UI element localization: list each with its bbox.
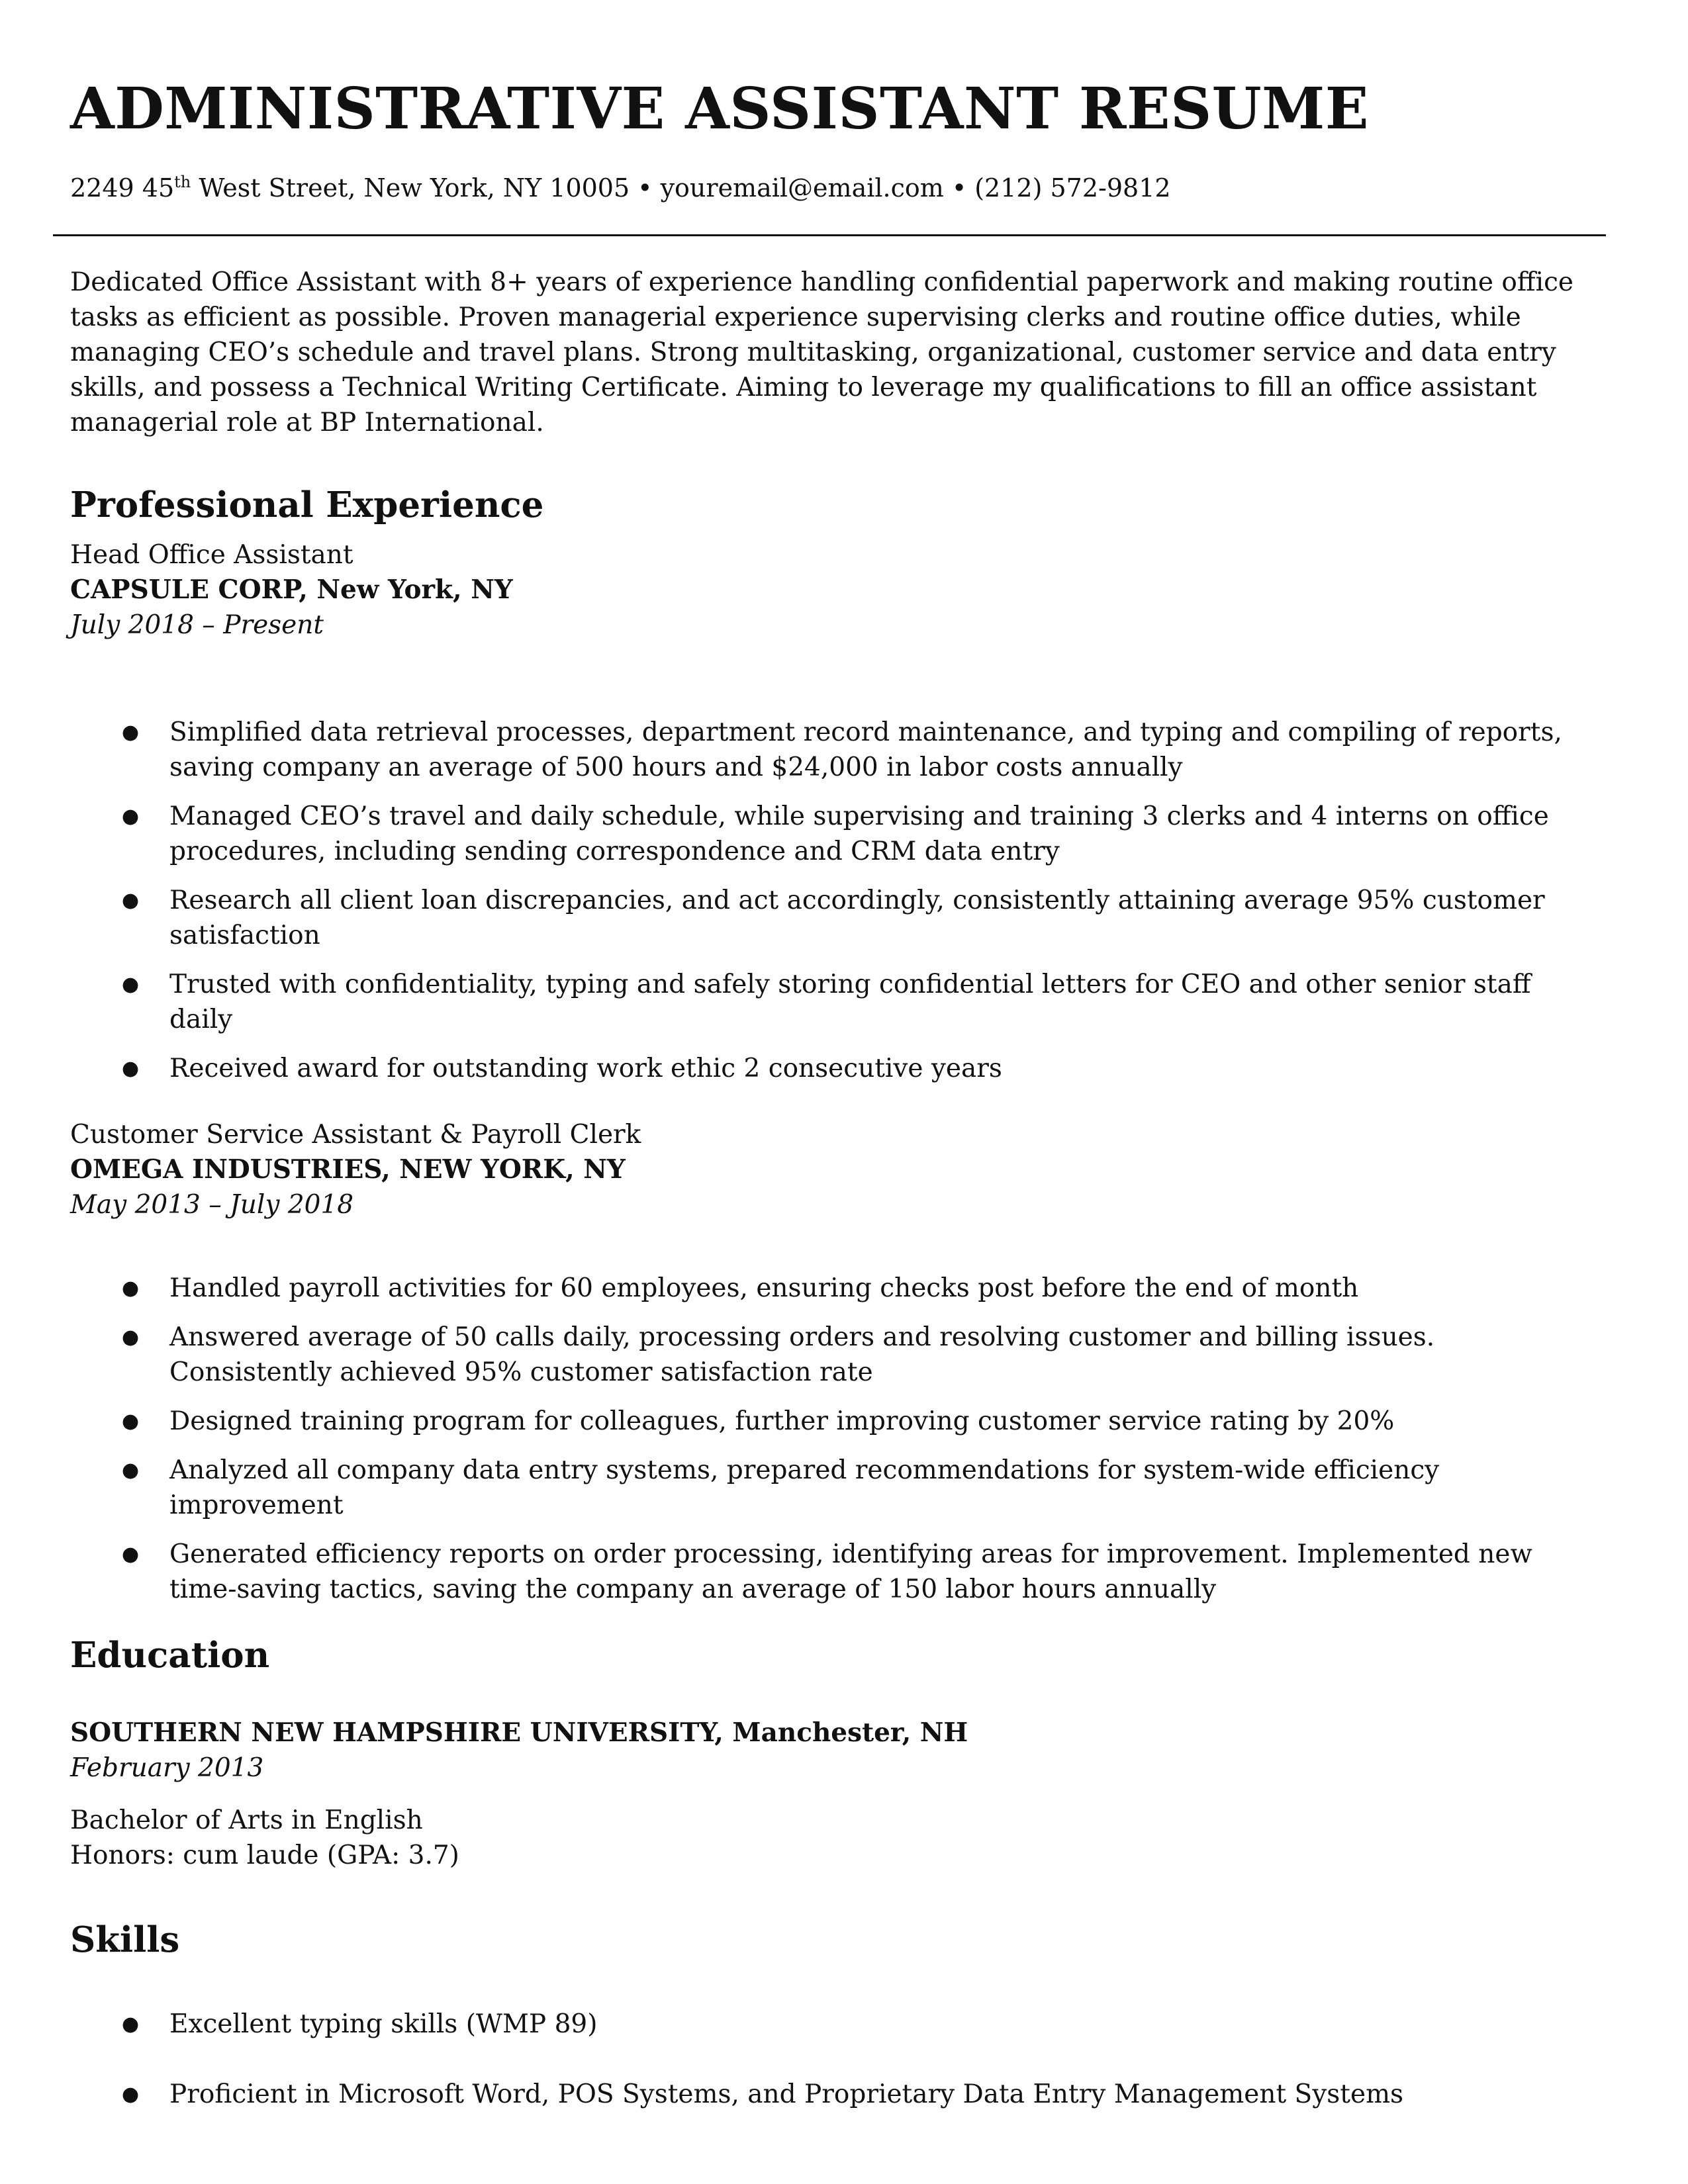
job-employer: OMEGA INDUSTRIES, NEW YORK, NY	[70, 1154, 626, 1185]
job-employer: CAPSULE CORP, New York, NY	[70, 574, 513, 605]
education-date: February 2013	[70, 1753, 264, 1783]
job-bullet-list	[70, 715, 1593, 1100]
bullet-icon: ●	[121, 1543, 140, 1566]
job-bullet	[70, 799, 1593, 869]
bullet-icon: ●	[121, 973, 140, 996]
professional-summary: Dedicated Office Assistant with 8+ years of experience handling confidential paperwork and making routine office tasks as efficient as possible. Proven managerial experience supervising clerks and routine office duties, while managing CEO’s schedule and travel plans. Strong multitasking, organizational, customer service and data entry skills, and possess a Technical Writing Certificate. Aiming to leverage my qualifications to fill an office assistant managerial role at BP International.	[70, 267, 1573, 437]
job-bullet-list	[70, 1271, 1593, 1621]
education-honors: Honors: cum laude (GPA: 3.7)	[70, 1841, 459, 1870]
job-bullet	[70, 1320, 1593, 1390]
contact-separator: •	[637, 173, 653, 203]
job-title: Customer Service Assistant & Payroll Clerk	[70, 1120, 641, 1150]
phone-number: (212) 572-9812	[974, 173, 1171, 203]
job-bullet	[70, 1271, 1593, 1306]
bullet-icon: ●	[121, 1057, 140, 1080]
bullet-text: Designed training program for colleagues, further improving customer service rating by 20%	[169, 1406, 1395, 1436]
address-street: West Street, New York, NY 10005	[191, 173, 630, 203]
address-ordinal-suffix: th	[174, 173, 191, 191]
job-bullet	[70, 883, 1593, 953]
address	[70, 173, 630, 203]
bullet-icon: ●	[121, 1459, 140, 1482]
skill-text: Excellent typing skills (WMP 89)	[169, 2009, 598, 2039]
education-heading: Education	[70, 1635, 270, 1676]
job-bullet	[70, 1537, 1593, 1607]
job-bullet	[70, 967, 1593, 1037]
bullet-icon: ●	[121, 805, 140, 828]
skills-heading: Skills	[70, 1919, 180, 1960]
job-bullet	[70, 715, 1593, 785]
bullet-text: Generated efficiency reports on order processing, identifying areas for improvement. Implemented new time-saving tactics, saving the company an average of 150 labor hours annually	[169, 1539, 1532, 1604]
contact-separator: •	[951, 173, 967, 203]
job-dates: May 2013 – July 2018	[70, 1190, 354, 1220]
skills-list	[70, 2007, 1593, 2147]
skill-text: Proficient in Microsoft Word, POS Systems, and Proprietary Data Entry Management Systems	[169, 2079, 1404, 2109]
contact-line	[70, 173, 1171, 204]
job-dates: July 2018 – Present	[70, 610, 324, 640]
job-bullet	[70, 1051, 1593, 1086]
header-divider	[53, 234, 1606, 236]
bullet-icon: ●	[121, 1277, 140, 1300]
email-address: youremail@email.com	[660, 173, 944, 203]
bullet-text: Received award for outstanding work ethic 2 consecutive years	[169, 1054, 1002, 1083]
job-bullet	[70, 1404, 1593, 1439]
bullet-text: Trusted with confidentiality, typing and safely storing confidential letters for CEO and other senior staff daily	[169, 970, 1531, 1034]
bullet-text: Analyzed all company data entry systems, prepared recommendations for system-wide efficiency improvement	[169, 1455, 1440, 1520]
bullet-icon: ●	[121, 889, 140, 912]
job-title: Head Office Assistant	[70, 540, 353, 570]
bullet-text: Answered average of 50 calls daily, processing orders and resolving customer and billing issues. Consistently achieved 95% customer satisfaction rate	[169, 1322, 1435, 1387]
education-school: SOUTHERN NEW HAMPSHIRE UNIVERSITY, Manchester, NH	[70, 1717, 968, 1748]
bullet-text: Research all client loan discrepancies, and act accordingly, consistently attaining average 95% customer satisfaction	[169, 886, 1545, 950]
bullet-text: Simplified data retrieval processes, department record maintenance, and typing and compiling of reports, saving company an average of 500 hours and $24,000 in labor costs annually	[169, 717, 1562, 782]
job-bullet	[70, 1453, 1593, 1523]
skill-item	[70, 2007, 1593, 2042]
bullet-icon: ●	[121, 1410, 140, 1433]
resume-title: ADMINISTRATIVE ASSISTANT RESUME	[70, 75, 1369, 142]
bullet-icon: ●	[121, 2013, 140, 2036]
education-degree: Bachelor of Arts in English	[70, 1805, 423, 1835]
bullet-icon: ●	[121, 721, 140, 744]
experience-heading: Professional Experience	[70, 484, 544, 525]
address-number: 2249 45	[70, 173, 175, 203]
bullet-text: Managed CEO’s travel and daily schedule, while supervising and training 3 clerks and 4 interns on office procedures, including sending correspondence and CRM data entry	[169, 801, 1549, 866]
skill-item	[70, 2077, 1593, 2112]
bullet-icon: ●	[121, 2083, 140, 2106]
bullet-text: Handled payroll activities for 60 employees, ensuring checks post before the end of month	[169, 1273, 1359, 1303]
bullet-icon: ●	[121, 1326, 140, 1349]
